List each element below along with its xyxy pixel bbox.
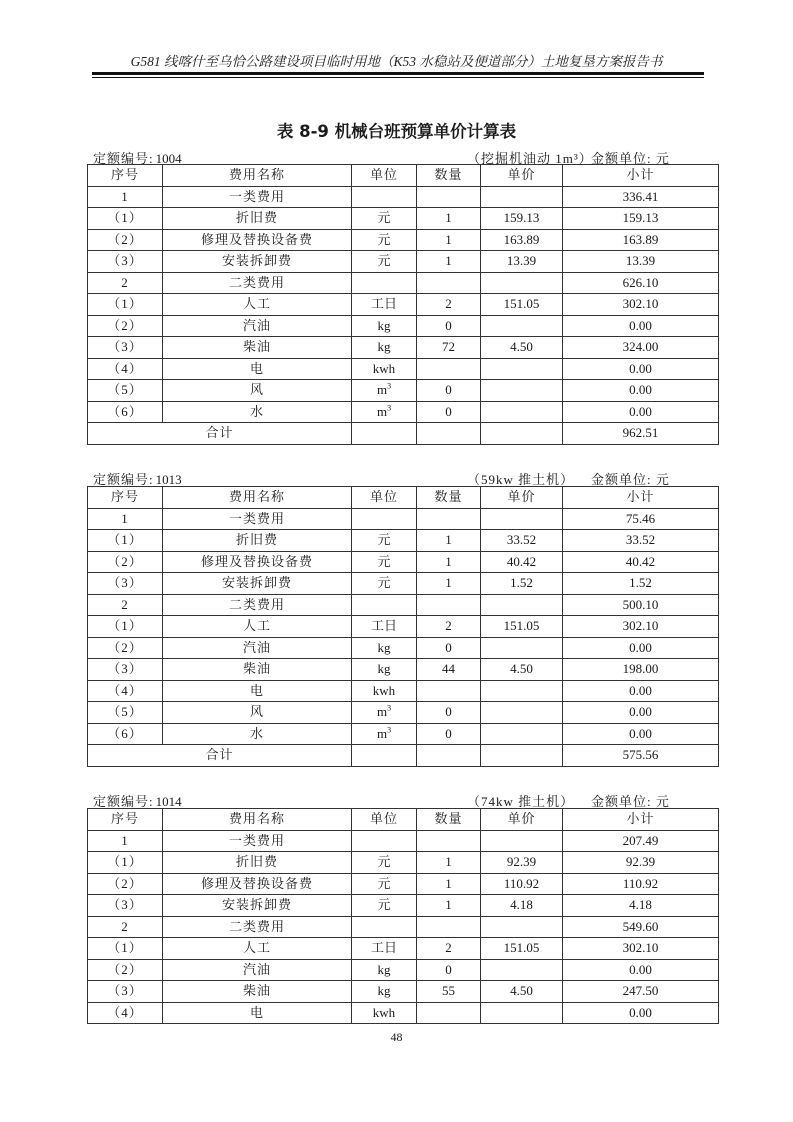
- header-rule-thick: [92, 72, 704, 75]
- table-title: 表 8-9 机械台班预算单价计算表: [276, 122, 517, 141]
- table-row: [88, 508, 719, 530]
- report-header-title: G581 线喀什至乌恰公路建设项目临时用地（K53 水稳站及便道部分）土地复垦方案报告书: [130, 54, 663, 69]
- cell-no: （3）: [88, 981, 163, 1003]
- table-row: [88, 1002, 719, 1024]
- cell-qty: 2: [417, 294, 481, 316]
- cell-unit: kg: [352, 959, 417, 981]
- empty-cell: [481, 423, 563, 445]
- table-row: [88, 251, 719, 273]
- cubic-superscript: 3: [387, 703, 392, 713]
- cell-qty: [417, 358, 481, 380]
- cell-no: （4）: [88, 358, 163, 380]
- cell-price: 1.52: [481, 573, 563, 595]
- cell-name: 一类费用: [163, 508, 352, 530]
- cell-unit: 元: [352, 573, 417, 595]
- cell-unit: kg: [352, 337, 417, 359]
- cell-qty: 1: [417, 530, 481, 552]
- cell-unit: kg: [352, 637, 417, 659]
- cell-qty: 2: [417, 616, 481, 638]
- cell-name: 电: [163, 1002, 352, 1024]
- quota-code-label: 定额编号:: [93, 794, 154, 809]
- cell-subtotal: 0.00: [563, 315, 719, 337]
- cell-no: （3）: [88, 251, 163, 273]
- cell-qty: 1: [417, 895, 481, 917]
- cell-name: 人工: [163, 294, 352, 316]
- cell-unit: kwh: [352, 680, 417, 702]
- cell-unit: kwh: [352, 358, 417, 380]
- cell-name: 汽油: [163, 637, 352, 659]
- cell-unit: 元: [352, 229, 417, 251]
- unit-text: m: [376, 704, 388, 720]
- cell-qty: 0: [417, 380, 481, 402]
- table-row: [88, 938, 719, 960]
- cell-no: （4）: [88, 1002, 163, 1024]
- machine-name: （挖掘机油动 1m³）: [467, 151, 593, 166]
- cell-qty: 0: [417, 702, 481, 724]
- cell-unit: 工日: [352, 938, 417, 960]
- page-number: 48: [390, 1030, 403, 1044]
- cell-price: [481, 1002, 563, 1024]
- cell-subtotal: 336.41: [563, 186, 719, 208]
- cell-price: 151.05: [481, 616, 563, 638]
- total-label: 合计: [88, 423, 352, 445]
- header-rule-thin: [92, 77, 704, 78]
- cell-price: [481, 723, 563, 745]
- cell-name: 水: [163, 723, 352, 745]
- table-row: [88, 337, 719, 359]
- table-header-row: [88, 809, 719, 831]
- table-row: [88, 551, 719, 573]
- cell-qty: 0: [417, 315, 481, 337]
- cell-unit: [352, 594, 417, 616]
- table-row: [88, 229, 719, 251]
- empty-cell: [481, 745, 563, 767]
- cell-subtotal: 247.50: [563, 981, 719, 1003]
- cell-subtotal: 626.10: [563, 272, 719, 294]
- cell-name: 风: [163, 380, 352, 402]
- quota-meta-line: [87, 469, 718, 485]
- table-row: [88, 208, 719, 230]
- total-row: [88, 423, 719, 445]
- cell-unit: [352, 401, 417, 423]
- quota-meta-line: [87, 791, 718, 807]
- column-header: 小计: [563, 487, 719, 509]
- cell-no: （2）: [88, 229, 163, 251]
- cell-price: [481, 508, 563, 530]
- cell-subtotal: 0.00: [563, 959, 719, 981]
- column-header: 费用名称: [163, 487, 352, 509]
- cell-name: 二类费用: [163, 594, 352, 616]
- column-header: 费用名称: [163, 165, 352, 187]
- cell-unit: 元: [352, 852, 417, 874]
- cell-name: 人工: [163, 616, 352, 638]
- cell-unit: [352, 508, 417, 530]
- cell-unit: 元: [352, 208, 417, 230]
- cell-unit: [352, 272, 417, 294]
- cell-no: （3）: [88, 337, 163, 359]
- table-row: [88, 616, 719, 638]
- cell-subtotal: 75.46: [563, 508, 719, 530]
- cell-no: （1）: [88, 938, 163, 960]
- cell-unit: [352, 380, 417, 402]
- cell-unit: 工日: [352, 616, 417, 638]
- table-row: [88, 916, 719, 938]
- cell-name: 水: [163, 401, 352, 423]
- cell-price: 151.05: [481, 938, 563, 960]
- cell-qty: 1: [417, 873, 481, 895]
- cell-name: 一类费用: [163, 186, 352, 208]
- table-header-row: [88, 165, 719, 187]
- machine-cost-table: [87, 486, 719, 767]
- cell-subtotal: 0.00: [563, 680, 719, 702]
- table-row: [88, 358, 719, 380]
- cell-name: 折旧费: [163, 530, 352, 552]
- column-header: 单位: [352, 487, 417, 509]
- cell-unit: [352, 186, 417, 208]
- cell-name: 折旧费: [163, 208, 352, 230]
- cell-subtotal: 302.10: [563, 294, 719, 316]
- quota-code-value: 1004: [155, 151, 182, 166]
- cell-price: [481, 594, 563, 616]
- cell-qty: 72: [417, 337, 481, 359]
- cell-subtotal: 0.00: [563, 723, 719, 745]
- cell-no: （2）: [88, 959, 163, 981]
- column-header: 数量: [417, 487, 481, 509]
- cell-subtotal: 207.49: [563, 830, 719, 852]
- cell-qty: [417, 680, 481, 702]
- cell-qty: 44: [417, 659, 481, 681]
- cell-unit: kg: [352, 315, 417, 337]
- total-value: 962.51: [563, 423, 719, 445]
- cell-qty: [417, 508, 481, 530]
- cell-name: 修理及替换设备费: [163, 873, 352, 895]
- cubic-superscript: 3: [387, 403, 392, 413]
- table-row: [88, 573, 719, 595]
- cell-subtotal: 324.00: [563, 337, 719, 359]
- cell-subtotal: 500.10: [563, 594, 719, 616]
- cell-qty: [417, 594, 481, 616]
- total-label: 合计: [88, 745, 352, 767]
- cell-name: 柴油: [163, 659, 352, 681]
- table-row: [88, 873, 719, 895]
- column-header: 小计: [563, 809, 719, 831]
- cell-subtotal: 0.00: [563, 358, 719, 380]
- cell-price: [481, 680, 563, 702]
- cell-qty: 1: [417, 852, 481, 874]
- cell-price: 151.05: [481, 294, 563, 316]
- cell-name: 修理及替换设备费: [163, 229, 352, 251]
- amount-unit: 金额单位: 元: [591, 151, 670, 166]
- unit-text: m: [376, 403, 388, 419]
- cell-name: 人工: [163, 938, 352, 960]
- cell-name: 柴油: [163, 337, 352, 359]
- cell-subtotal: 302.10: [563, 616, 719, 638]
- cell-price: 92.39: [481, 852, 563, 874]
- cell-no: （5）: [88, 702, 163, 724]
- table-row: [88, 959, 719, 981]
- table-row: [88, 830, 719, 852]
- table-row: [88, 723, 719, 745]
- cell-unit: [352, 702, 417, 724]
- table-row: [88, 315, 719, 337]
- table-row: [88, 380, 719, 402]
- cell-price: 4.50: [481, 337, 563, 359]
- cell-subtotal: 40.42: [563, 551, 719, 573]
- table-row: [88, 272, 719, 294]
- cubic-superscript: 3: [387, 725, 392, 735]
- cell-no: （4）: [88, 680, 163, 702]
- cell-qty: [417, 1002, 481, 1024]
- cell-unit: 元: [352, 873, 417, 895]
- quota-code-value: 1013: [155, 472, 182, 487]
- empty-cell: [417, 423, 481, 445]
- cell-no: （3）: [88, 573, 163, 595]
- cell-no: 2: [88, 916, 163, 938]
- cell-unit: [352, 723, 417, 745]
- cell-price: 4.50: [481, 981, 563, 1003]
- table-row: [88, 981, 719, 1003]
- cell-no: （5）: [88, 380, 163, 402]
- cell-no: （3）: [88, 895, 163, 917]
- cell-price: 163.89: [481, 229, 563, 251]
- cell-subtotal: 0.00: [563, 1002, 719, 1024]
- cell-name: 一类费用: [163, 830, 352, 852]
- cell-name: 二类费用: [163, 272, 352, 294]
- cell-name: 电: [163, 680, 352, 702]
- cell-qty: 1: [417, 208, 481, 230]
- quota-code-value: 1014: [155, 794, 182, 809]
- table-header-row: [88, 487, 719, 509]
- cell-qty: 0: [417, 401, 481, 423]
- cell-unit: [352, 830, 417, 852]
- cell-qty: [417, 186, 481, 208]
- cell-name: 汽油: [163, 959, 352, 981]
- column-header: 序号: [88, 809, 163, 831]
- cell-qty: 1: [417, 251, 481, 273]
- cell-unit: kg: [352, 981, 417, 1003]
- cell-subtotal: 302.10: [563, 938, 719, 960]
- cell-name: 安装拆卸费: [163, 251, 352, 273]
- machine-name: （74kw 推土机）: [467, 794, 575, 809]
- cell-price: 40.42: [481, 551, 563, 573]
- column-header: 费用名称: [163, 809, 352, 831]
- table-row: [88, 294, 719, 316]
- column-header: 单位: [352, 809, 417, 831]
- cell-price: [481, 637, 563, 659]
- table-row: [88, 530, 719, 552]
- cell-unit: 元: [352, 251, 417, 273]
- cell-no: （1）: [88, 208, 163, 230]
- cell-price: [481, 702, 563, 724]
- cell-qty: [417, 916, 481, 938]
- cell-price: [481, 830, 563, 852]
- total-row: [88, 745, 719, 767]
- cell-price: [481, 315, 563, 337]
- table-row: [88, 401, 719, 423]
- column-header: 单价: [481, 809, 563, 831]
- cell-unit: kwh: [352, 1002, 417, 1024]
- cell-price: [481, 959, 563, 981]
- cell-subtotal: 4.18: [563, 895, 719, 917]
- cell-no: （1）: [88, 294, 163, 316]
- cubic-superscript: 3: [387, 381, 392, 391]
- cell-qty: [417, 272, 481, 294]
- unit-text: m: [376, 382, 388, 398]
- cell-subtotal: 1.52: [563, 573, 719, 595]
- cell-subtotal: 0.00: [563, 702, 719, 724]
- cell-subtotal: 0.00: [563, 637, 719, 659]
- amount-unit: 金额单位: 元: [591, 794, 670, 809]
- cell-price: 4.50: [481, 659, 563, 681]
- cell-price: [481, 186, 563, 208]
- cell-price: [481, 272, 563, 294]
- column-header: 数量: [417, 165, 481, 187]
- table-row: [88, 680, 719, 702]
- cell-name: 柴油: [163, 981, 352, 1003]
- cell-subtotal: 198.00: [563, 659, 719, 681]
- column-header: 数量: [417, 809, 481, 831]
- machine-cost-table: [87, 164, 719, 445]
- table-row: [88, 594, 719, 616]
- table-row: [88, 659, 719, 681]
- cell-no: 2: [88, 594, 163, 616]
- machine-cost-table: [87, 808, 719, 1024]
- cell-name: 折旧费: [163, 852, 352, 874]
- cell-no: （1）: [88, 616, 163, 638]
- cell-no: （2）: [88, 315, 163, 337]
- table-row: [88, 186, 719, 208]
- table-row: [88, 637, 719, 659]
- cell-name: 二类费用: [163, 916, 352, 938]
- cell-qty: [417, 830, 481, 852]
- cell-no: （2）: [88, 873, 163, 895]
- cell-unit: [352, 916, 417, 938]
- cell-name: 汽油: [163, 315, 352, 337]
- cell-subtotal: 0.00: [563, 380, 719, 402]
- cell-subtotal: 13.39: [563, 251, 719, 273]
- cell-price: [481, 380, 563, 402]
- column-header: 单价: [481, 165, 563, 187]
- cell-unit: 元: [352, 530, 417, 552]
- cell-qty: 2: [417, 938, 481, 960]
- cell-name: 修理及替换设备费: [163, 551, 352, 573]
- cell-no: （1）: [88, 852, 163, 874]
- empty-cell: [417, 745, 481, 767]
- cell-name: 安装拆卸费: [163, 573, 352, 595]
- column-header: 小计: [563, 165, 719, 187]
- cell-price: 33.52: [481, 530, 563, 552]
- cell-unit: kg: [352, 659, 417, 681]
- cell-price: 110.92: [481, 873, 563, 895]
- cell-price: 159.13: [481, 208, 563, 230]
- table-row: [88, 895, 719, 917]
- unit-text: m: [376, 725, 388, 741]
- cell-subtotal: 33.52: [563, 530, 719, 552]
- cell-price: [481, 401, 563, 423]
- cell-unit: 工日: [352, 294, 417, 316]
- cell-subtotal: 163.89: [563, 229, 719, 251]
- cell-qty: 0: [417, 723, 481, 745]
- cell-qty: 1: [417, 573, 481, 595]
- cell-unit: 元: [352, 895, 417, 917]
- total-value: 575.56: [563, 745, 719, 767]
- cell-qty: 1: [417, 229, 481, 251]
- quota-code-label: 定额编号:: [93, 151, 154, 166]
- column-header: 单位: [352, 165, 417, 187]
- cell-price: [481, 358, 563, 380]
- cell-no: （6）: [88, 401, 163, 423]
- cell-qty: 0: [417, 637, 481, 659]
- quota-code-label: 定额编号:: [93, 472, 154, 487]
- cell-no: （2）: [88, 637, 163, 659]
- table-row: [88, 702, 719, 724]
- cell-no: 1: [88, 186, 163, 208]
- cell-name: 风: [163, 702, 352, 724]
- cell-subtotal: 110.92: [563, 873, 719, 895]
- cell-subtotal: 549.60: [563, 916, 719, 938]
- cell-no: 1: [88, 830, 163, 852]
- table-row: [88, 852, 719, 874]
- cell-no: 1: [88, 508, 163, 530]
- column-header: 序号: [88, 165, 163, 187]
- cell-price: 4.18: [481, 895, 563, 917]
- cell-no: （3）: [88, 659, 163, 681]
- cell-name: 安装拆卸费: [163, 895, 352, 917]
- machine-name: （59kw 推土机）: [467, 472, 575, 487]
- cell-no: （2）: [88, 551, 163, 573]
- quota-meta-line: [87, 148, 718, 164]
- amount-unit: 金额单位: 元: [591, 472, 670, 487]
- cell-no: （6）: [88, 723, 163, 745]
- cell-name: 电: [163, 358, 352, 380]
- cell-qty: 1: [417, 551, 481, 573]
- cell-qty: 0: [417, 959, 481, 981]
- cell-price: [481, 916, 563, 938]
- column-header: 单价: [481, 487, 563, 509]
- cell-no: （1）: [88, 530, 163, 552]
- cell-qty: 55: [417, 981, 481, 1003]
- cell-price: 13.39: [481, 251, 563, 273]
- column-header: 序号: [88, 487, 163, 509]
- cell-subtotal: 159.13: [563, 208, 719, 230]
- cell-subtotal: 0.00: [563, 401, 719, 423]
- cell-unit: 元: [352, 551, 417, 573]
- empty-cell: [352, 423, 417, 445]
- empty-cell: [352, 745, 417, 767]
- cell-no: 2: [88, 272, 163, 294]
- cell-subtotal: 92.39: [563, 852, 719, 874]
